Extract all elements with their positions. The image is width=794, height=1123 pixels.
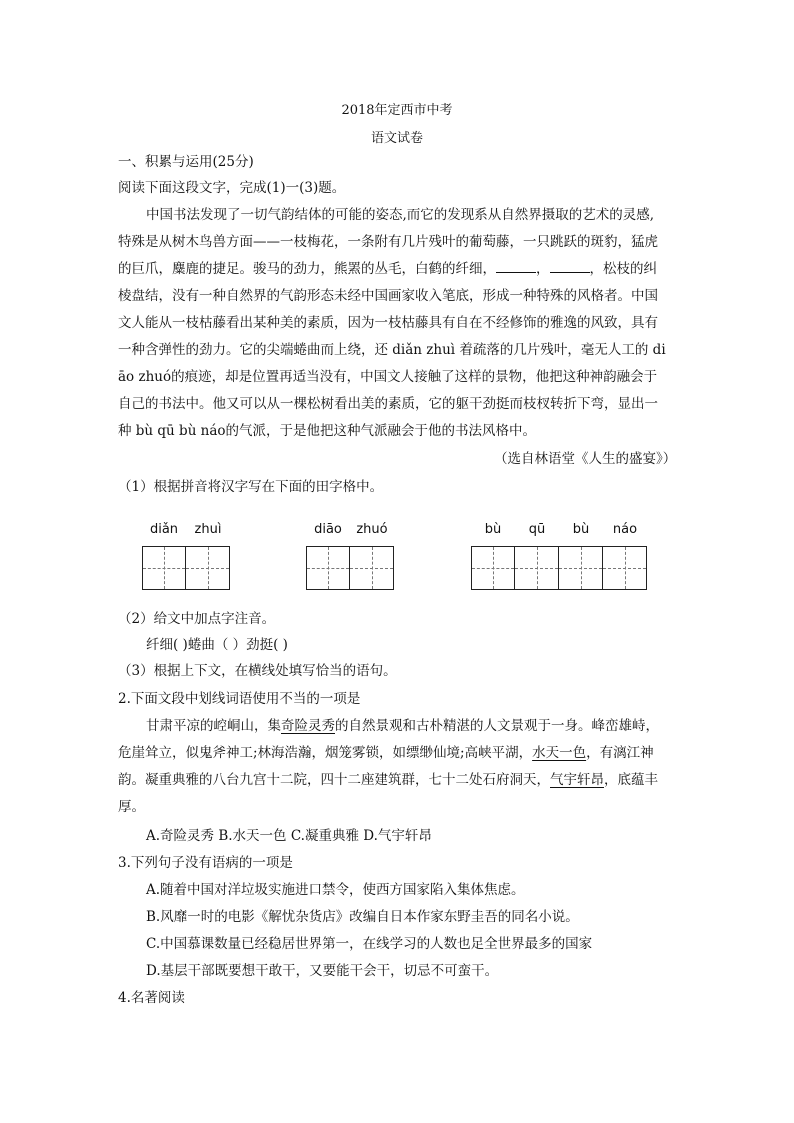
q3-stem: 3.下列句子没有语病的一项是 [118,855,293,871]
q2-text: ，底蕴丰 [604,772,658,788]
underlined-term-a: 奇险灵秀 [281,718,335,734]
passage-line-6: 一种含弹性的劲力。它的尖端蜷曲而上绕，还 diǎn zhuì 着疏落的几片残叶，毫无人工的 di [118,342,666,358]
passage-source: （选自林语堂《人生的盛宴》） [494,451,677,467]
q2-text: 的八台九宫十二院，四十二座建筑群，七十二处石府洞天， [199,772,550,788]
q4-stem: 4.名著阅读 [118,990,185,1006]
exam-title: 2018年定西市中考 [341,103,453,118]
passage-line-7: āo zhuó的痕迹，却是位置再适当没有，中国文人接触了这样的景物，他把这种神韵融会于 [118,369,658,385]
passage-line-1: 中国书法发现了一切气韵结体的可能的姿态,而它的发现系从自然界摄取的艺术的灵感, [146,207,655,223]
section-heading: 一、积累与运用(25分) [118,154,254,170]
pinyin-nao: náo [612,522,638,537]
tian-grid-group-2 [306,546,394,590]
passage-line-3-text: 的巨爪，麋鹿的捷足。骏马的劲力，熊罴的丛毛，白鹤的纤细， [118,261,496,277]
passage-line-3-tail: ，松枝的纠 [589,261,657,277]
tian-cell[interactable] [142,546,186,590]
passage-line-8: 自己的书法中。他又可以从一棵松树看出美的素质，它的躯干劲挺而枝杈转折下弯，显出一 [118,396,658,412]
pinyin-diao: diāo [314,522,342,537]
q1-intro: 阅读下面这段文字，完成(1)一(3)题。 [118,180,346,196]
passage-line-5: 文人能从一枝枯藤看出某种美的素质，因为一枝枯藤具有自在不经修饰的雅逸的风致，具有 [118,315,658,331]
underlined-term-d: 气宇轩昂 [550,772,604,788]
q2-text: ，有漓江神 [586,745,654,761]
q2-passage-line-4: 厚。 [118,799,145,815]
passage-line-2: 特殊是从树木鸟兽方面——一枝梅花，一条附有几片残叶的葡萄藤，一只跳跃的斑豹，猛虎 [118,234,658,250]
tian-cell[interactable] [186,546,230,590]
underlined-term-b: 水天一色 [532,745,587,761]
pinyin-zhui: zhuì [194,522,222,537]
passage-line-4: 棱盘结，没有一种自然界的气韵形态未经中国画家收入笔底，形成一种特殊的风格者。中国 [118,288,658,304]
q3-option-b[interactable]: B.风靡一时的电影《解忧杂货店》改编自日本作家东野圭吾的同名小说。 [146,909,579,925]
q1-sub3: （3）根据上下文，在横线处填写恰当的语句。 [118,663,397,679]
pinyin-zhuo: zhuó [356,522,388,537]
pinyin-dian: diǎn [149,522,179,537]
q2-stem: 2.下面文段中划线词语使用不当的一项是 [118,691,361,707]
q2-text: 韵。 [118,772,145,788]
q2-passage-line-2 [118,743,654,763]
q3-option-d[interactable]: D.基层干部既要想干敢干，又要能干会干，切忌不可蛮干。 [146,963,499,979]
q1-sub2: （2）给文中加点字注音。 [118,611,276,627]
q3-option-a[interactable]: A.随着中国对洋垃圾实施进口禁令，使西方国家陷入集体焦虑。 [146,882,525,898]
pinyin-bu-1: bù [484,522,502,537]
q2-text: 的自然景观和古朴精湛的人文景观于一身。峰峦雄峙， [335,718,659,734]
q2-options[interactable]: A.奇险灵秀 B.水天一色 C.凝重典雅 D.气宇轩昂 [146,828,432,844]
fill-blank-1[interactable] [496,260,536,273]
exam-subtitle: 语文试卷 [370,131,423,146]
tian-grid-group-3 [471,546,647,590]
fill-blank-2[interactable] [550,260,590,273]
passage-line-9: 种 bù qū bù náo的气派，于是他把这种气派融会于他的书法风格中。 [118,423,537,439]
q2-text: 危崖耸立，似鬼斧神工;林海浩瀚，烟笼雾锁，如缥缈仙境;高峡平湖， [118,745,533,761]
q2-passage-line-3 [118,770,658,790]
tian-grid-group-1 [142,546,230,590]
q3-option-c[interactable]: C.中国慕课数量已经稳居世界第一，在线学习的人数也足全世界最多的国家 [146,936,593,952]
tian-cell[interactable] [471,546,515,590]
tian-cell[interactable] [306,546,350,590]
tian-cell[interactable] [603,546,647,590]
term-c: 凝重典雅 [145,772,199,788]
tian-cell[interactable] [559,546,603,590]
annotate-line[interactable]: 纤细( )蜷曲（ ）劲挺( ) [146,637,288,653]
tian-cell[interactable] [350,546,394,590]
q2-passage-line-1 [146,716,659,736]
pinyin-qu: qū [528,522,546,537]
tian-cell[interactable] [515,546,559,590]
q1-sub1: （1）根据拼音将汉字写在下面的田字格中。 [118,479,384,495]
passage-line-3: 的巨爪，麋鹿的捷足。骏马的劲力，熊罴的丛毛，白鹤的纤细， ， ，松枝的纠 [118,261,657,277]
q2-text: 甘肃平凉的崆峒山，集 [146,718,281,734]
pinyin-bu-2: bù [572,522,590,537]
